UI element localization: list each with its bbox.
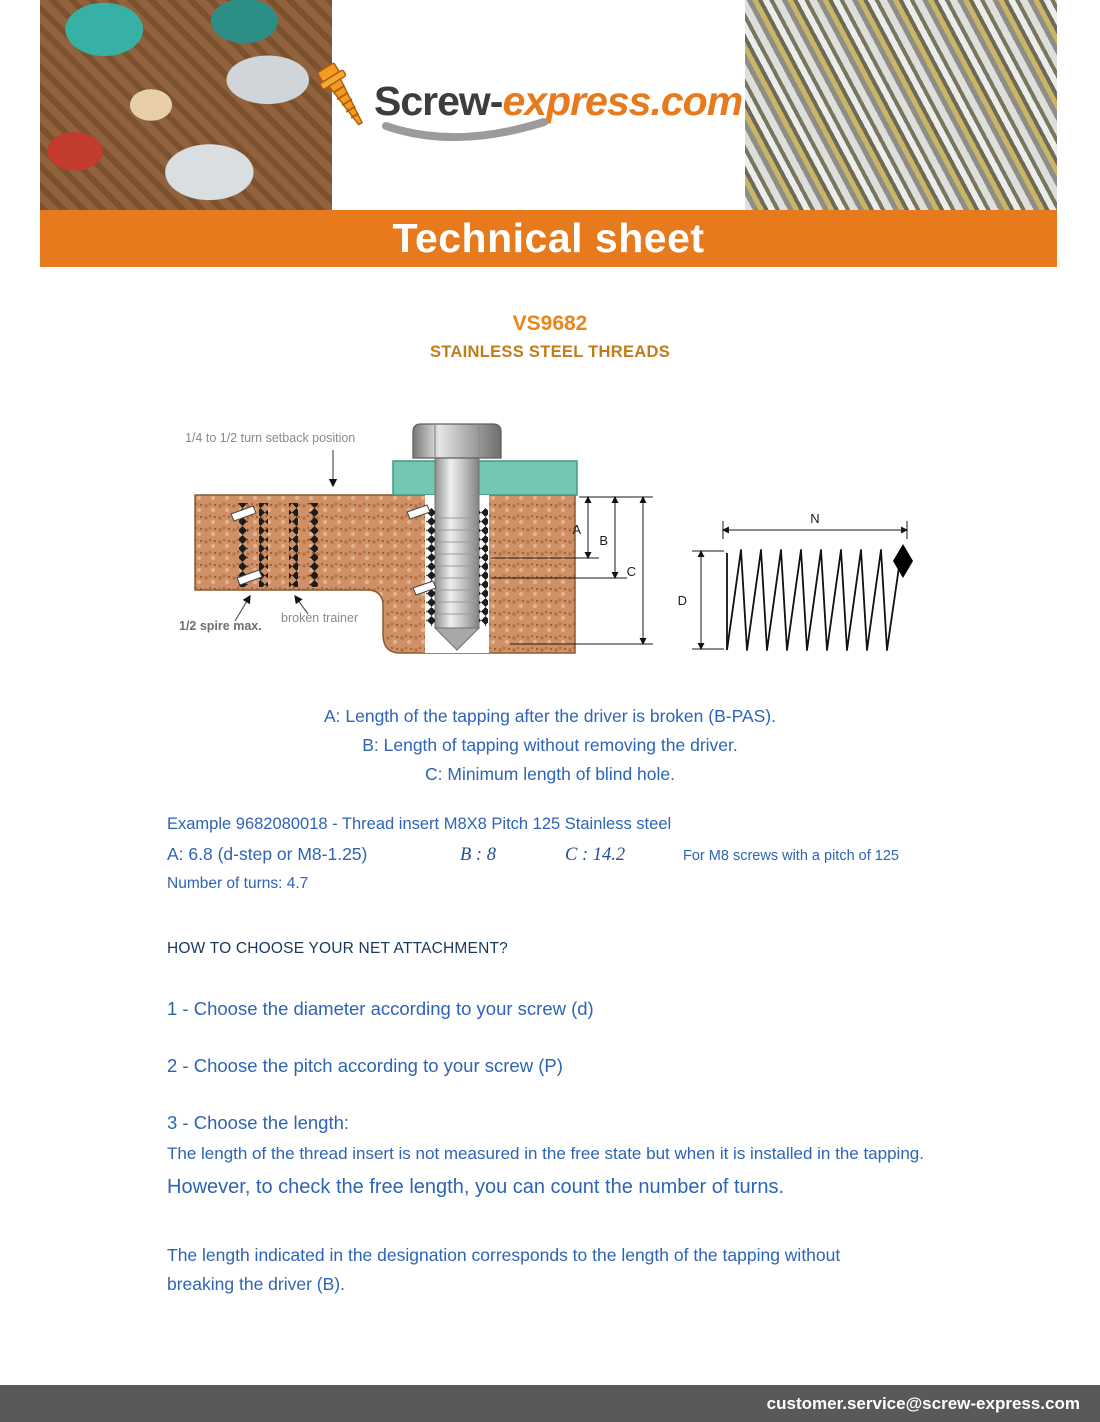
legend	[0, 702, 1100, 789]
example-section	[167, 815, 1100, 893]
banner-title: Technical sheet	[392, 215, 705, 261]
guide-step-3-detail: The length of the thread insert is not measured in the free state but when it is installed in the tapping.	[167, 1144, 924, 1163]
logo-text-primary: Screw-	[374, 78, 503, 124]
dim-c-label: C	[626, 564, 636, 579]
coil-insert	[678, 511, 913, 650]
guide-heading: HOW TO CHOOSE YOUR NET ATTACHMENT?	[167, 940, 508, 957]
example-values-row	[167, 844, 1100, 866]
technical-diagram	[175, 418, 935, 698]
spire-max-label: 1/2 spire max.	[179, 619, 262, 633]
legend-line-c: C: Minimum length of blind hole.	[425, 764, 675, 784]
howto-guide	[167, 940, 1100, 1299]
driver-tang-diamond	[893, 544, 913, 578]
legend-line-a: A: Length of the tapping after the driver is broken (B-PAS).	[323, 706, 776, 726]
setback-label: 1/4 to 1/2 turn setback position	[185, 431, 356, 445]
guide-closing: The length indicated in the designation corresponds to the length of the tapping without breaking the driver (B).	[167, 1245, 841, 1294]
example-value-b: B : 8	[460, 845, 496, 865]
dim-a-label: A	[572, 522, 581, 537]
example-value-c: C : 14.2	[565, 845, 626, 865]
workbench-photo	[40, 0, 332, 210]
product-code: VS9682	[512, 312, 588, 335]
example-turns: Number of turns: 4.7	[167, 875, 309, 892]
dim-n-label: N	[810, 511, 820, 526]
logo-swoosh	[380, 118, 550, 153]
footer	[0, 1385, 1100, 1422]
broken-trainer-label: broken trainer	[281, 611, 359, 625]
dim-d-label: D	[677, 593, 687, 608]
product-subtitle: STAINLESS STEEL THREADS	[429, 343, 671, 361]
legend-line-b: B: Length of tapping without removing the driver.	[362, 735, 738, 755]
logo-text-secondary: express.com	[502, 78, 743, 124]
example-note: For M8 screws with a pitch of 125	[683, 848, 899, 864]
content	[0, 267, 1100, 1299]
guide-step-1: 1 - Choose the diameter according to your screw (d)	[167, 998, 594, 1019]
guide-step-2: 2 - Choose the pitch according to your screw (P)	[167, 1055, 563, 1076]
screws-photo	[745, 0, 1057, 210]
banner	[40, 210, 1057, 267]
dim-b-label: B	[599, 533, 608, 548]
example-value-a: A: 6.8 (d-step or M8-1.25)	[167, 844, 368, 864]
screw-icon	[316, 58, 374, 145]
diagram-svg	[175, 418, 935, 698]
logo-zone	[332, 0, 745, 210]
guide-step-3-note: However, to check the free length, you can count the number of turns.	[167, 1176, 785, 1198]
example-title: Example 9682080018 - Thread insert M8X8 Pitch 125 Stainless steel	[167, 815, 672, 833]
header	[40, 0, 1057, 210]
clamped-plate	[393, 461, 577, 495]
guide-step-3: 3 - Choose the length:	[167, 1112, 350, 1133]
footer-email-link[interactable]: customer.service@screw-express.com	[766, 1393, 1080, 1413]
